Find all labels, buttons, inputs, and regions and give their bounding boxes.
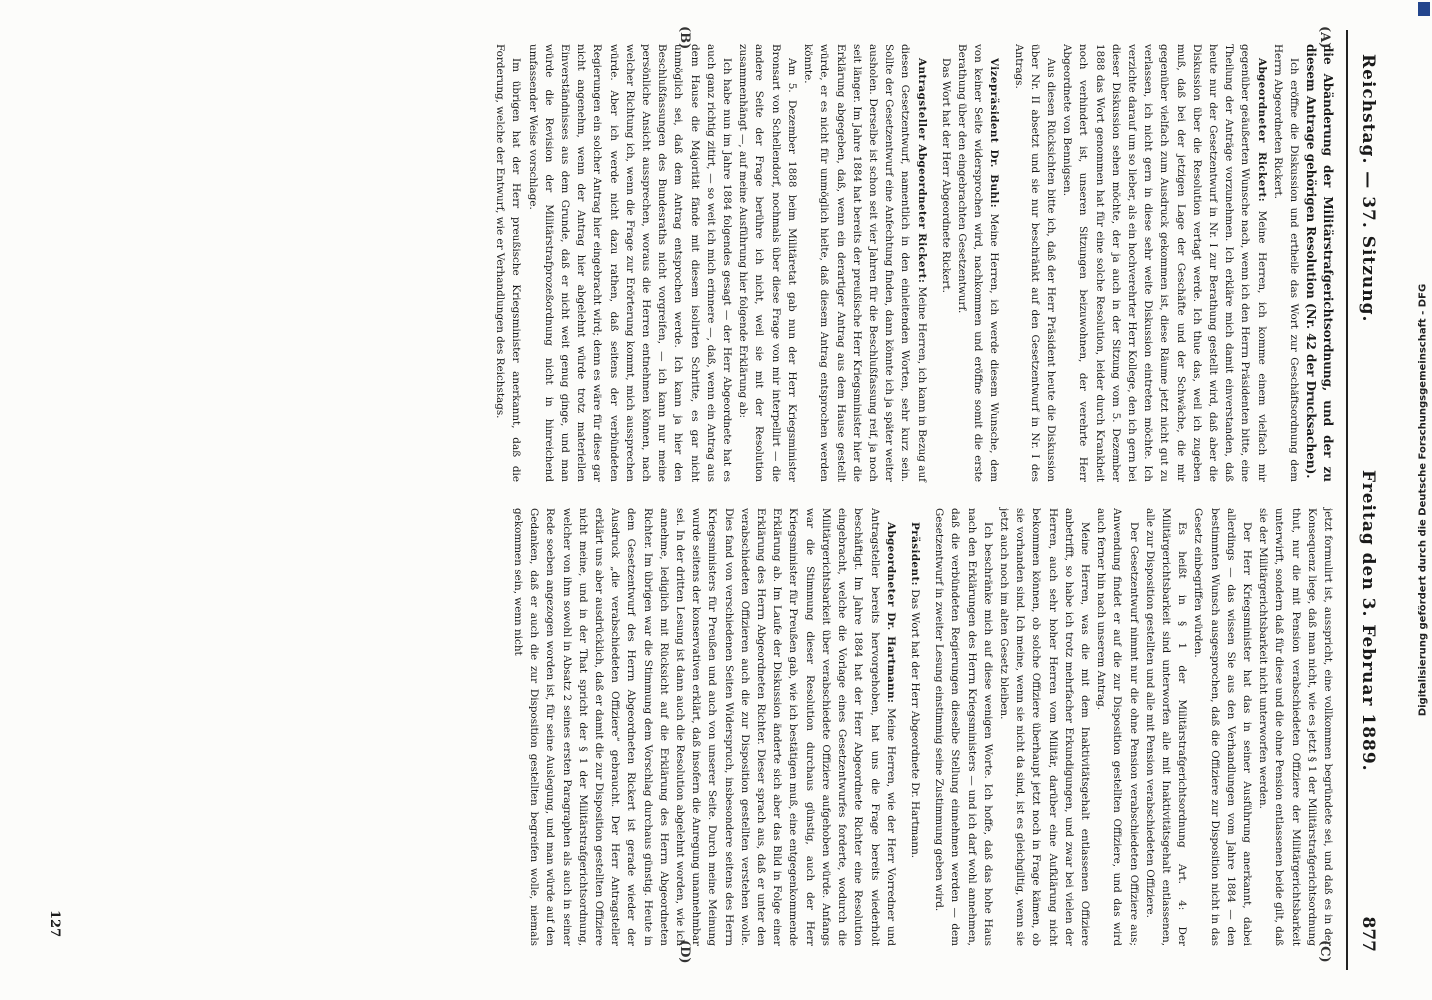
paragraph bbox=[510, 508, 899, 946]
margin-marker-a: (A) bbox=[1317, 26, 1332, 49]
speech-text: Meine Herren, ich komme einem vielfach mir gegenüber geäußerten Wunsche nach, wenn ich den Herrn Präsidenten bitte, eine Theilung der Anträge vorzunehmen. Ich erkläre mich damit einverstanden, daß heute nur der Gesetzentwurf in Nr. I zur Berathung gestellt wird, daß aber die Diskussion über die Resolution vertagt werde. Ich thue das, weil ich zugeben muß, daß bei der jetzigen Lage der Geschäfte und der Schwäche, die mir gegenüber vielfach zum Ausdruck gekommen ist, diese Räume jetzt nicht gut zu verlassen, ich nicht gern in diese sehr weite Diskussion eintreten möchte. Ich verzichte darauf um so lieber, als ein hochverehrter Herr Kollege, den ich gern bei dieser Diskussion sehen möchte, der ja auch in der Sitzung vom 5. Dezember 1888 das Wort genommen hat für eine solche Resolution, leider durch Krankheit noch verhindert ist, unseren Sitzungen beizuwohnen, der verehrte Herr Abgeordnete von Bennigsen. bbox=[1061, 44, 1268, 482]
speaker-name: Vizepräsident Dr. Buhl: bbox=[988, 58, 1001, 208]
digitization-note-text: Digitalisierung gefördert durch die Deutsche Forschungsgemeinschaft - DFG bbox=[1417, 283, 1429, 717]
column-right bbox=[510, 508, 1336, 946]
paragraph: jetzt formulirt ist, ausspricht, eine vollkommen begründete sei, und daß es in der Konsequenz liege, daß man nicht, wie es jetzt § 1 der Militärstrafgerichtsordnung thut, nur die mit Pension verabschiedeten Offiziere der Militärgerichtsbarkeit unterwirft, sondern daß für diese und die ohne Pension entlassenen beide gilt, daß sie der Militärgerichtsbarkeit nicht unterworfen werden. bbox=[1257, 508, 1334, 946]
paragraph: Der Gesetzentwurf nimmt nur die ohne Pension verabschiedeten Offiziere aus; Anwendung findet er auf die zur Disposition gestellten Offiziere, und das wird auch ferner hin nach unserem Antrag. bbox=[1095, 508, 1140, 946]
paragraph: Aus diesen Rücksichten bitte ich, daß der Herr Präsident heute die Diskussion über Nr. II absetzt und sie nur beschränkt auf den Gesetzentwurf in Nr. I des Antrags. bbox=[1012, 44, 1057, 482]
margin-marker-d: (D) bbox=[677, 940, 692, 964]
margin-marker-c: (C) bbox=[1317, 940, 1332, 963]
rotated-newspaper-page bbox=[32, 26, 1392, 970]
speech-text: Das Wort hat der Herr Abgeordnete Dr. Hartmann. bbox=[908, 589, 921, 859]
paragraph: Am 5. Dezember 1888 beim Militäretat gab nun der Herr Kriegsminister Bronsart von Schellendorf, nochmals über diese Frage von mir interpellirt — die andere Seite der Frage berühre ich nicht, weil sie mit der Resolution zusammenhängt —, auf meine Ausführung hier folgende Erklärung ab: bbox=[737, 44, 798, 482]
paragraph bbox=[1059, 44, 1270, 482]
header-date: Freitag den 3. Februar 1889. bbox=[1358, 470, 1378, 772]
paragraph bbox=[907, 508, 923, 946]
column-left bbox=[492, 44, 1336, 482]
paragraph bbox=[800, 44, 930, 482]
dfg-logo-icon bbox=[1418, 2, 1430, 16]
header-session: Reichstag. — 37. Sitzung. bbox=[1358, 54, 1378, 323]
paragraph: Ich habe nun im Jahre 1884 folgendes gesagt — der Herr Abgeordnete hat es auch ganz richtig zitirt, — so weit ich mich erinnere —, daß, wenn ein Antrag aus dem Hause die Majorität fände mit diesem isolirten Schritte, es gar nicht unmöglich sei, daß dem Antrag entsprochen werde. Ich kann ja hier den Beschlußfassungen des Bundesraths nicht vorgreifen, — ich kann nur meine persönliche Ansicht aussprechen, woraus die Herren entnehmen können, nach welcher Richtung ich, wenn die Frage zur Erörterung kommt, mich aussprechen würde. Aber ich werde nicht dazu rathen, daß seitens der verbündeten Regierungen ein solcher Antrag hier eingebracht wird; denn es wäre für diese gar nicht angenehm, wenn der Antrag hier abgelehnt würde trotz materiellen Einverständnisses aus dem Grunde, daß er nicht weit genug ginge, und man würde die Revision der Militärstrafprozeßordnung nicht in hinreichend umfassender Weise vorschlage. bbox=[526, 44, 734, 482]
speaker-name: Abgeordneter Rickert: bbox=[1255, 58, 1268, 203]
speaker-name: Abgeordneter Dr. Hartmann: bbox=[884, 522, 897, 704]
header-page-number: 877 bbox=[1358, 916, 1378, 952]
paragraph: Meine Herren, was die mit dem Inaktivitätsgehalt entlassenen Offiziere anbetrifft, so habe ich trotz mehrfacher Erkundigungen, und zwar bei vielen der Herren, auch sehr hoher Herren vom Militär, darüber eine Aufklärung nicht bekommen können, ob solche Offiziere überhaupt jetzt noch in Frage kämen, ob sie vorhanden sind. Ich meine, wenn sie nicht da sind, ist es gleichgiltig, wenn sie jetzt auch noch im alten Gesetz bleiben. bbox=[997, 508, 1091, 946]
bottom-page-number: 127 bbox=[47, 910, 62, 938]
page-header bbox=[1346, 30, 1392, 970]
speech-text: Meine Herren, ich kann in Bezug auf diesen Gesetzentwurf, namentlich in den einleitenden Worten, sehr kurz sein. Sollte der Gesetzentwurf eine Anfechtung finden, dann könnte ich ja später weiter ausholen. Derselbe ist schon seit vier Jahren für die Beschlußfassung reif, ja noch seit länger. Im Jahre 1884 hat bereits der preußische Herr Kriegsminister hier die Erklärung abgegeben, daß, wenn ein derartiger Antrag aus dem Hause gestellt würde, er es nicht für unmöglich hielte, daß diesem Antrag entsprochen werden könnte. bbox=[802, 44, 928, 482]
digitization-note bbox=[1416, 18, 1430, 982]
paragraph: Der Herr Kriegsminister hat das in seiner Ausführung anerkannt, dabei allerdings — das wissen Sie aus den Verhandlungen vom Jahre 1884 — den bestimmten Wunsch ausgesprochen, daß die Offiziere zur Disposition nicht in das Gesetz einbegriffen würden. bbox=[1192, 508, 1253, 946]
paragraph: Das Wort hat der Herr Abgeordnete Rickert. bbox=[939, 58, 952, 293]
speech-text: Meine Herren, wie der Herr Vorredner und Antragsteller bereits hervorgehoben, hat uns die Frage bereits wiederholt beschäftigt. Im Jahre 1884 hat der Herr Abgeordnete Richter eine Resolution eingebracht, welche die Vorlage eines Gesetzentwurfes forderte, wodurch die Militärgerichtsbarkeit über verabschiedete Offiziere aufgehoben würde. Anfangs war die Stimmung dieser Resolution durchaus günstig, auch der Herr Kriegsminister für Preußen gab, wie ich bestätigen muß, eine entgegenkommende Erklärung ab. Im Laufe der Diskussion änderte sich aber das Bild in Folge einer Erklärung des Herrn Abgeordneten Richter. Dieser sprach aus, daß er unter den verabschiedeten Offizieren auch die zur Disposition gestellten verstehen wolle. Dies fand von verschiedenen Seiten Widerspruch, insbesondere seitens des Herrn Kriegsministers für Preußen und auch von unserer Seite. Durch meine Meinung wurde seitens der konservativen erklärt, daß insofern die Anregung unannehmbar sei. In der dritten Lesung ist dann auch die Resolution abgelehnt worden, wie ich annehme, lediglich mit Rücksicht auf die Erklärung des Herrn Abgeordneten Richter. Im übrigen war die Stimmung dem Vorschlag durchaus günstig. Heute in dem Gesetzentwurf des Herrn Abgeordneten Rickert ist gerade wieder der Ausdruck „die verabschiedeten Offiziere“ gebraucht. Der Herr Antragsteller erklärt uns aber ausdrücklich, daß er damit die zur Disposition gestellten Offiziere nicht meine, und in der That spricht der § 1 der Militärstrafgerichtsordnung, welcher von ihm sowohl in Absatz 2 seines ersten Paragraphen als auch in seiner Rede soeben angezogen worden ist, für seine Auslegung, und man würde auf den Gedanken, daß er auch die zur Disposition gestellten begreifen wolle, niemals gekommen sein, wenn nicht bbox=[512, 508, 897, 946]
speaker-name: Präsident: bbox=[908, 522, 921, 586]
speaker-name: Antragsteller Abgeordneter Rickert: bbox=[915, 58, 928, 284]
paragraph: Ich eröffne die Diskussion und ertheile das Wort zur Geschäftsordnung dem Herrn Abgeordneten Rickert. bbox=[1271, 44, 1300, 482]
paragraph: Im übrigen hat der Herr preußische Kriegsminister anerkannt, daß die Forderung, welche der Entwurf, wie er Verhandlungen des Reichstags. bbox=[494, 44, 523, 482]
paragraph bbox=[954, 44, 1003, 482]
section-heading: die Abänderung der Militärstrafgerichtsordnung, und der zu diesem Antrage gehörigen Resolution (Nr. 42 der Drucksachen). bbox=[1304, 44, 1335, 482]
margin-marker-b: (B) bbox=[677, 26, 692, 50]
speech-text: Meine Herren, ich werde diesem Wunsche, dem von keiner Seite widersprochen wird, nachkommen und eröffne somit die erste Berathung über den eingebrachten Gesetzentwurf. bbox=[955, 44, 1001, 482]
paragraph: Es heißt in § 1 der Militärstrafgerichtsordnung Art. 4: Der Militärgerichtsbarkeit sind unterworfen alle mit Inaktivitätsgehalt entlassenen, alle zur Disposition gestellten und alle mit Pension verabschiedeten Offiziere. bbox=[1143, 508, 1189, 946]
paragraph: Ich beschränke mich auf diese wenigen Worte. Ich hoffe, daß das hohe Haus nach den Erklärungen des Herrn Kriegsministers — und ich darf wohl annehmen, daß die verbündeten Regierungen dieselbe Stellung einnehmen werden — dem Gesetzentwurf in zweiter Lesung einstimmig seine Zustimmung geben wird. bbox=[933, 508, 994, 946]
